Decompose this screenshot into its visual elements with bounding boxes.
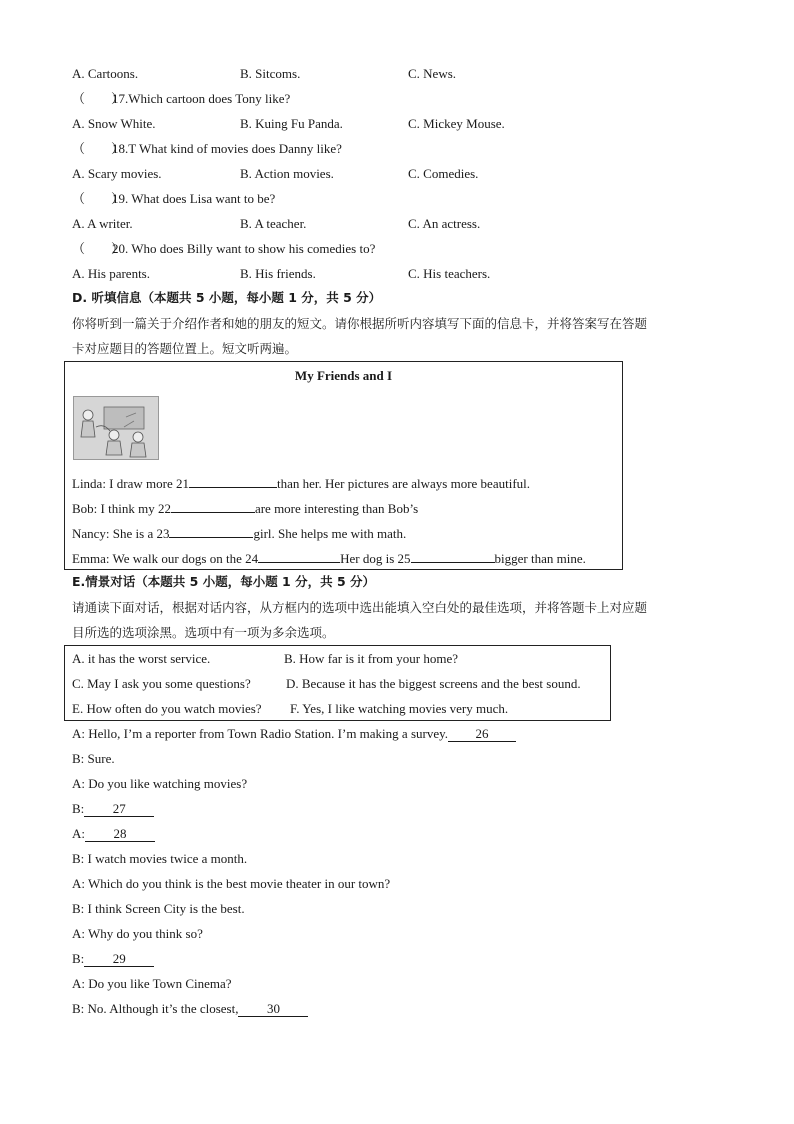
dialog-line-9: A: Why do you think so? (72, 926, 203, 941)
q20-option-c: C. His teachers. (408, 266, 491, 281)
q16-option-a: A. Cartoons. (72, 66, 139, 81)
section-d-heading: D. 听填信息（本题共 5 小题，每小题 1 分，共 5 分） (72, 290, 382, 305)
dialog-line-4: B: 27 (72, 801, 154, 817)
q16-option-b: B. Sitcoms. (240, 66, 301, 81)
q20-question (72, 241, 375, 257)
blank-28[interactable]: 28 (85, 827, 155, 842)
q17-question (72, 91, 290, 107)
dialog-line-1: A: Hello, I’m a reporter from Town Radio Station. I’m making a survey. 26 (72, 726, 516, 742)
option-e: E. How often do you watch movies? (72, 701, 262, 716)
blank-30[interactable]: 30 (238, 1002, 308, 1017)
section-e-heading: E.情景对话（本题共 5 小题，每小题 1 分，共 5 分） (72, 574, 375, 589)
q20-text: 20. Who does Billy want to show his comedies to? (112, 241, 376, 256)
dialog-line-10: B: 29 (72, 951, 154, 967)
q19-text: 19. What does Lisa want to be? (112, 191, 276, 206)
q17-option-a: A. Snow White. (72, 116, 156, 131)
q19-option-a: A. A writer. (72, 216, 133, 231)
blank-23[interactable] (169, 525, 253, 538)
q19-question (72, 191, 275, 207)
friends-picture (73, 396, 159, 460)
option-a: A. it has the worst service. (72, 651, 211, 666)
option-c: C. May I ask you some questions? (72, 676, 251, 691)
answer-paren: （ ） (72, 241, 125, 256)
q17-text: 17.Which cartoon does Tony like? (112, 91, 291, 106)
section-e-instruction-2: 目所选的选项涂黑。选项中有一项为多余选项。 (72, 625, 335, 640)
dialog-line-5: A: 28 (72, 826, 155, 842)
q19-option-b: B. A teacher. (240, 216, 307, 231)
dialog-line-11: A: Do you like Town Cinema? (72, 976, 232, 991)
q18-text: 18.T What kind of movies does Danny like? (112, 141, 342, 156)
emma-line: Emma: We walk our dogs on the 24 Her dog is 25 bigger than mine. (72, 551, 586, 566)
answer-paren: （ ） (72, 91, 125, 106)
section-d-instruction-1: 你将听到一篇关于介绍作者和她的朋友的短文。请你根据所听内容填写下面的信息卡，并将答案写在答题 (72, 316, 648, 331)
nancy-line: Nancy: She is a 23 girl. She helps me with math. (72, 526, 407, 541)
q18-option-a: A. Scary movies. (72, 166, 162, 181)
section-e-instruction-1: 请通读下面对话，根据对话内容，从方框内的选项中选出能填入空白处的最佳选项，并将答题卡上对应题 (72, 600, 648, 615)
friends-illustration (74, 397, 158, 459)
option-d: D. Because it has the biggest screens and the best sound. (286, 676, 581, 691)
dialog-line-8: B: I think Screen City is the best. (72, 901, 245, 916)
q18-option-b: B. Action movies. (240, 166, 334, 181)
blank-24[interactable] (258, 550, 340, 563)
answer-paren: （ ） (72, 141, 125, 156)
dialog-line-12: B: No. Although it’s the closest, 30 (72, 1001, 308, 1017)
answer-paren: （ ） (72, 191, 125, 206)
dialog-line-6: B: I watch movies twice a month. (72, 851, 248, 866)
option-f: F. Yes, I like watching movies very much. (290, 701, 509, 716)
dialog-line-2: B: Sure. (72, 751, 115, 766)
blank-21[interactable] (189, 475, 277, 488)
q18-question (72, 141, 342, 157)
blank-22[interactable] (171, 500, 255, 513)
blank-29[interactable]: 29 (84, 952, 154, 967)
q17-option-b: B. Kuing Fu Panda. (240, 116, 343, 131)
q19-option-c: C. An actress. (408, 216, 481, 231)
dialog-line-7: A: Which do you think is the best movie theater in our town? (72, 876, 391, 891)
blank-25[interactable] (411, 550, 495, 563)
q17-option-c: C. Mickey Mouse. (408, 116, 505, 131)
info-card-title: My Friends and I (294, 368, 393, 383)
bob-line: Bob: I think my 22 are more interesting than Bob’s (72, 501, 419, 516)
blank-27[interactable]: 27 (84, 802, 154, 817)
q16-option-c: C. News. (408, 66, 457, 81)
q20-option-a: A. His parents. (72, 266, 150, 281)
q18-option-c: C. Comedies. (408, 166, 479, 181)
option-b: B. How far is it from your home? (284, 651, 459, 666)
blank-26[interactable]: 26 (448, 727, 516, 742)
dialog-line-3: A: Do you like watching movies? (72, 776, 248, 791)
linda-line: Linda: I draw more 21 than her. Her pictures are always more beautiful. (72, 476, 531, 491)
section-d-instruction-2: 卡对应题目的答题位置上。短文听两遍。 (72, 341, 298, 356)
q20-option-b: B. His friends. (240, 266, 316, 281)
